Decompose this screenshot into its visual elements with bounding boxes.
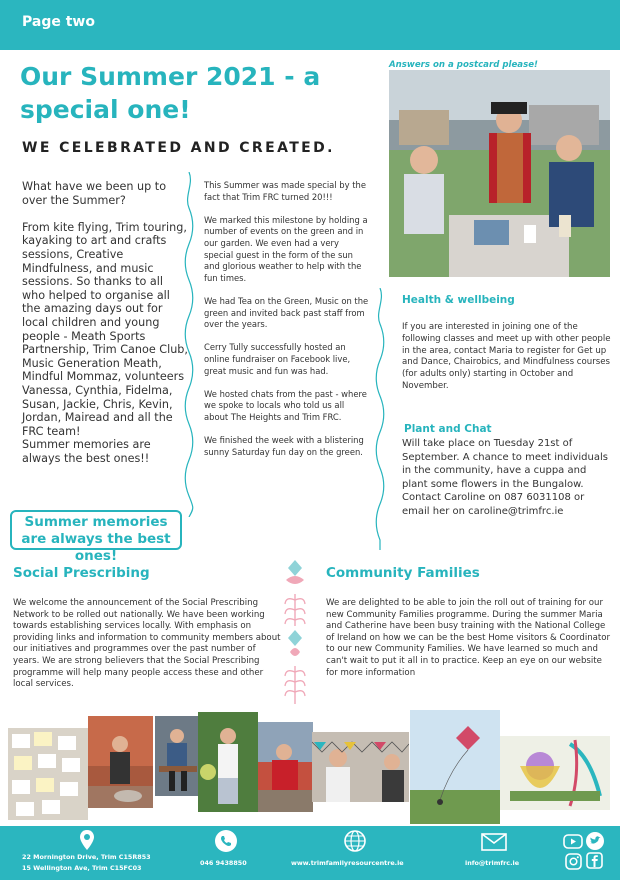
footer-address-2: 15 Wellington Ave, Trim C15FC03	[22, 864, 142, 872]
envelope-icon	[481, 833, 507, 851]
phone-icon	[215, 830, 237, 852]
globe-icon	[344, 830, 366, 852]
facebook-icon[interactable]	[586, 852, 603, 869]
pull-quote-box	[10, 510, 182, 564]
main-photo-illustration	[389, 70, 610, 277]
footer-phone[interactable]: 046 9438850	[200, 859, 247, 867]
photo-garden-woman	[198, 712, 258, 812]
youtube-icon[interactable]	[563, 834, 583, 849]
pull-quote-text: Summer memories are always the best ones!	[21, 514, 171, 564]
middle-paragraph-6: We finished the week with a blistering sunny Saturday fun day on the green.	[204, 435, 364, 457]
footer-bar	[0, 826, 620, 880]
middle-paragraph-5: We hosted chats from the past - where we spoke to locals who told us all about The Heights and Trim FRC.	[204, 388, 367, 422]
wavy-divider-right	[374, 288, 386, 550]
location-pin-icon	[80, 830, 94, 850]
photo-bunting-party	[312, 732, 409, 802]
left-paragraph-1: What have we been up to over the Summer?	[22, 180, 167, 207]
middle-column	[204, 180, 369, 470]
social-text: We welcome the announcement of the Social Prescribing Network to be rolled out nationally. We have been working towards establishing services locally. With emphasis on providing links and information to community members about our initiatives and programmes over the past number of years. We are strong believers that the Social Prescribing programme will help many people access these and other local services.	[13, 598, 281, 690]
wavy-divider-left	[182, 172, 196, 517]
footer-address-1: 22 Mornington Drive, Trim C15R853	[22, 853, 151, 861]
middle-paragraph-4: Cerry Tully successfully hosted an online fundraiser on Facebook live, great music and fun was had.	[204, 342, 351, 376]
middle-paragraph-3: We had Tea on the Green, Music on the green and invited back past staff from over the years.	[204, 295, 369, 330]
health-text: If you are interested in joining one of the following classes and meet up with other people in the area, contact Maria to register for Get up and Dance, Chairobics, and Mindfulness courses (for adults only) starting in October and November.	[402, 322, 611, 391]
page-subtitle: WE CELEBRATED AND CREATED.	[22, 140, 335, 156]
footer-email[interactable]: info@trimfrc.ie	[465, 859, 520, 867]
page-label: Page two	[22, 14, 95, 30]
photo-bench-man	[155, 716, 200, 796]
health-heading: Health & wellbeing	[402, 294, 515, 306]
plant-text: Will take place on Tuesday 21st of September. A chance to meet individuals in the community, have a cuppa and plant some flowers in the Bungalow. Contact Caroline on 087 6031108 or email her on caroline@trimfrc.ie	[402, 438, 608, 517]
middle-paragraph-2: We marked this milestone by holding a number of events on the green and in our garden. We even had a very special guest in the form of the sun and glorious weather to help with the fun times.	[204, 214, 368, 283]
photo-sports	[258, 722, 313, 812]
photo-dog-walk	[88, 716, 153, 808]
leaf-icon	[280, 556, 310, 708]
middle-paragraph-1: This Summer was made special by the fact that Trim FRC turned 20!!!	[204, 180, 366, 202]
footer-website[interactable]: www.trimfamilyresourcentre.ie	[291, 859, 404, 867]
social-heading: Social Prescribing	[13, 565, 150, 581]
community-text: We are delighted to be able to join the roll out of training for our new Community Families programme. During the summer Maria and Catherine have been busy training with the National College of Ireland on how we can be the best Home visitors & Coordinator to our new Community Families. We have learned so much and can't wait to put it all in to practice. Keep an eye on our website for more information	[326, 598, 611, 678]
twitter-icon[interactable]	[586, 832, 604, 850]
plant-heading: Plant and Chat	[404, 423, 492, 435]
photo-notes-board	[8, 728, 88, 820]
left-paragraph-2: From kite flying, Trim touring, kayaking to art and crafts sessions, Creative Mindfulness, and music sessions. So thanks to all who helped to organise all the amazing days out for local children and young people - Meath Sports Partnership, Trim Canoe Club, Music Generation Meath, Mindful Mommaz, volunteers Vanessa, Cynthia, Fidelma, Susan, Jackie, Chris, Kevin, Jordan, Mairead and all the FRC team!	[22, 220, 188, 438]
photo-kite-flying	[410, 710, 500, 824]
photo-craft-hat	[500, 736, 610, 810]
header-bar	[0, 0, 620, 50]
page-title: Our Summer 2021 - a special one!	[20, 62, 321, 124]
community-heading: Community Families	[326, 565, 480, 581]
instagram-icon[interactable]	[565, 853, 582, 870]
left-column	[22, 180, 188, 465]
main-photo	[389, 70, 610, 277]
left-paragraph-3: Summer memories are always the best ones!!	[22, 438, 151, 465]
photo-caption: Answers on a postcard please!	[389, 60, 538, 70]
